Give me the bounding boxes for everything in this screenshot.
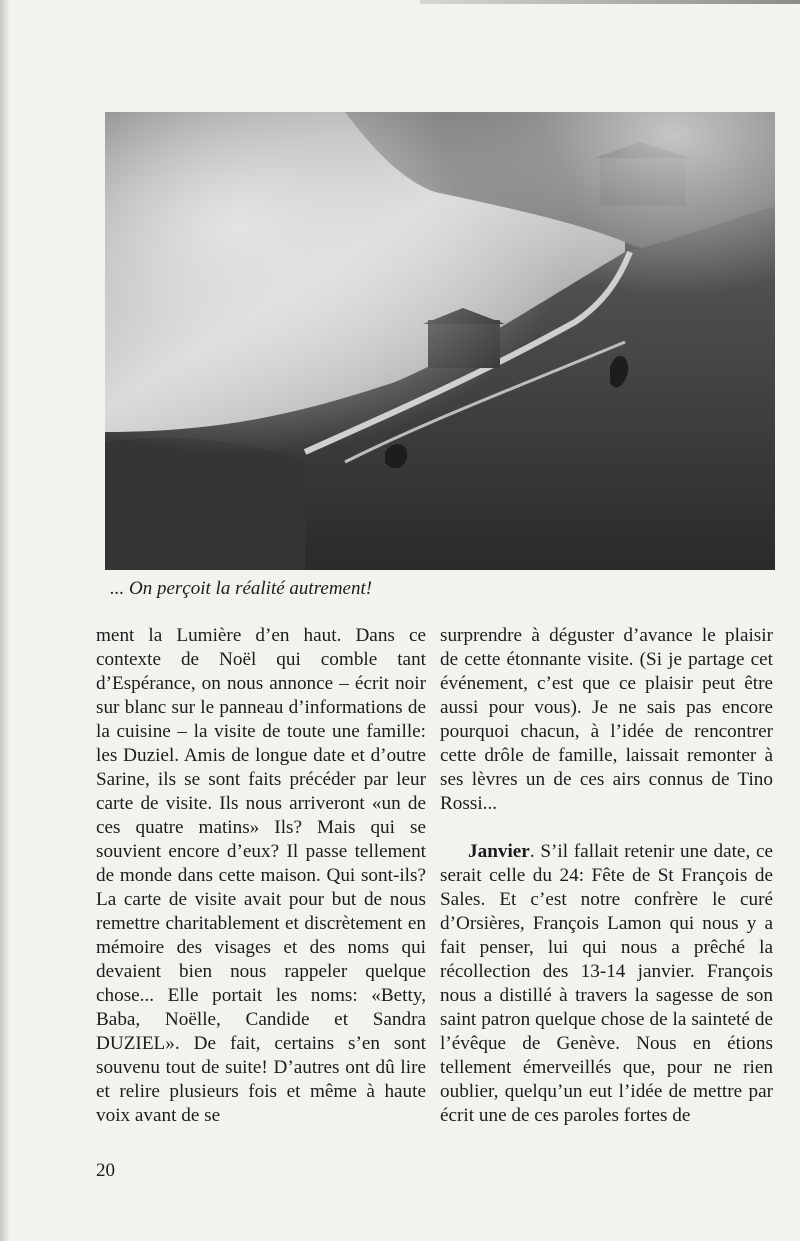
- page-binding-shadow: [0, 0, 10, 1241]
- text-column-left: [96, 624, 426, 1128]
- page-top-edge: [420, 0, 800, 4]
- body-paragraph-janvier: [440, 840, 773, 1128]
- text-column-right: [440, 624, 773, 1128]
- page-number: 20: [96, 1160, 115, 1181]
- body-paragraph: ment la Lumière d’en haut. Dans ce contexte de Noël qui comble tant d’Espérance, on nous annonce – écrit noir sur blanc sur le panneau d’informations de la cuisine – la visite de toute une famille: les Duziel. Amis de longue date et d’outre Sarine, ils se sont faits précéder par leur carte de visite. Ils nous arriveront «un de ces quatre matins» Ils? Mais qui se souvient encore d’eux? Il passe tellement de monde dans cette maison. Qui sont-ils? La carte de visite avait pour but de nous remettre charitablement et discrètement en mémoire des visages et des noms qui devaient bien nous rappeler quelque chose... Elle portait les noms: «Betty, Baba, Noëlle, Candide et Sandra DUZIEL». De fait, certains s’en sont souvenu tout de suite! D’autres ont dû lire et relire plusieurs fois et même à haute voix avant de se: [96, 625, 426, 1126]
- mountain-lake-photo: [105, 112, 775, 570]
- body-paragraph: surprendre à déguster d’avance le plaisir de cette étonnante visite. (Si je partage cet événement, c’est que ce plaisir peut être aussi pour vous). Je ne sais pas encore pourquoi chacun, à l’idée de rencontrer cette drôle de famille, laissait remonter à ses lèvres un de ces airs connus de Tino Rossi...: [440, 625, 773, 814]
- photo-caption: ... On perçoit la réalité autrement!: [110, 578, 373, 599]
- paragraph-text: . S’il fallait retenir une date, ce serait celle du 24: Fête de St François de Sales. Et c’est notre confrère le curé d’Orsières, François Lamon qui nous y a fait penser, lui qui nous a prêché la récollection des 13-14 janvier. François nous a distillé à travers la sagesse de son saint patron quelque chose de la sainteté de l’évêque de Genève. Nous en étions tellement émerveillés que, pour ne rien oublier, quelqu’un eut l’idée de mettre par écrit une de ces paroles fortes de: [440, 841, 773, 1126]
- month-heading: Janvier: [468, 841, 530, 862]
